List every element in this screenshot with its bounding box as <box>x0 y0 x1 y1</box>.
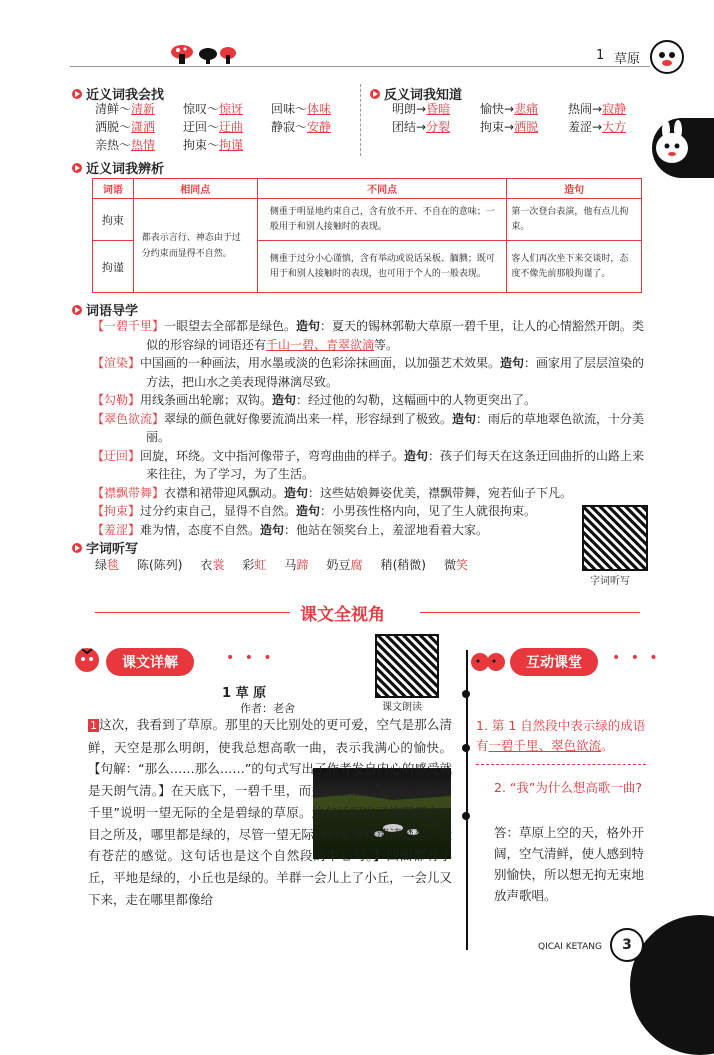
tomato-mascot-icon <box>72 644 102 674</box>
vocab-item <box>92 484 648 503</box>
play-bullet-icon <box>72 305 82 315</box>
vocab-example: ：他站在领奖台上，羞涩地看着大家。 <box>284 522 489 537</box>
synonym-pair <box>271 118 359 136</box>
synonym-pair <box>271 100 359 118</box>
vocab-definition: 用线条画出轮廓；双钩。 <box>140 393 273 407</box>
play-bullet-icon <box>72 89 82 99</box>
vocab-term: 【渲染】 <box>92 356 141 370</box>
dictation-item <box>200 558 224 572</box>
lesson-title: 草原 <box>614 52 641 67</box>
section-vocab-title: 词语导学 <box>72 300 138 319</box>
banner-title: 课文全视角 <box>300 605 385 625</box>
antonym-pair <box>480 100 568 118</box>
timeline-dot <box>462 812 470 820</box>
vocab-item <box>92 502 648 521</box>
vocab-term: 【翠色欲流】 <box>92 411 165 426</box>
tag-text-interactive: 互动课堂 <box>510 648 598 676</box>
synonym-word: 回味 <box>271 102 296 116</box>
dictation-char: 衣 <box>200 558 213 572</box>
antonyms-list <box>392 100 652 136</box>
dictation-item <box>444 558 468 572</box>
header-mushroom-icon <box>168 44 238 66</box>
question-1 <box>476 716 651 756</box>
vocab-example: ：经过他的勾勒，这幅画中的人物更突出了。 <box>296 393 537 407</box>
vocab-definition: 过分约束自己，显得不自然。 <box>140 504 297 518</box>
vocab-definition: 回旋，环绕。文中指河像带子，弯弯曲曲的样子。 <box>140 448 405 463</box>
dictation-blank: 裳 <box>212 558 225 572</box>
vocab-example-label: 造句 <box>272 393 297 407</box>
antonym-connector: → <box>592 102 603 116</box>
text-title: 1 草 原 <box>222 686 267 701</box>
synonym-word: 拘束 <box>183 138 208 152</box>
antonym-word: 羞涩 <box>568 120 593 134</box>
vocab-item <box>92 410 648 447</box>
dictation-blank: (稍微) <box>392 558 426 572</box>
synonym-connector: ～ <box>207 102 220 116</box>
antonym-word: 愉快 <box>480 102 505 116</box>
table-header: 相同点 <box>133 179 257 199</box>
vocab-item <box>92 391 648 410</box>
antonym-pair <box>392 118 480 136</box>
qr-label-dictation: 字词听写 <box>590 576 630 587</box>
play-bullet-icon <box>72 163 82 173</box>
question-1-answer: 一碧千里、翠色欲流 <box>488 738 602 753</box>
page-number-badge <box>610 928 644 962</box>
question-1-end: 。 <box>601 738 614 753</box>
vocab-term: 【羞涩】 <box>92 522 141 537</box>
vocab-example: ：雨后的草地翠色欲流，十分美丽。 <box>146 411 645 444</box>
antonym-word: 热闹 <box>568 102 593 116</box>
synonym-word: 迂回 <box>183 120 208 134</box>
side-tab-rabbit-icon <box>652 118 714 178</box>
page-number: 3 <box>622 937 632 953</box>
footer-brand: QICAI KETANG <box>538 942 602 952</box>
vocab-example-label: 造句 <box>260 522 285 537</box>
synonym-match: 热情 <box>131 138 156 152</box>
vocab-example: 等。 <box>374 337 399 352</box>
synonym-connector: ～ <box>119 120 132 134</box>
banner-left-rule <box>95 612 290 613</box>
synonym-connector: ～ <box>295 102 308 116</box>
synonym-row <box>95 100 365 118</box>
vocab-example-label: 造句 <box>296 504 321 518</box>
section-divider <box>360 84 361 156</box>
antonym-pair <box>568 118 656 136</box>
antonym-match: 大方 <box>602 120 627 134</box>
vocab-example-label: 造句 <box>284 485 309 500</box>
table-sentence: 客人们再次坐下来交谈时，态度不像先前那般拘谨了。 <box>507 241 642 293</box>
header-mascot-icon <box>650 40 684 74</box>
vocab-definition: 一眼望去全部都是绿色。 <box>164 319 297 333</box>
dots-decoration: • • • <box>612 650 661 666</box>
synonym-pair <box>95 118 183 136</box>
qr-label-reading: 课文朗读 <box>382 702 422 713</box>
antonym-row <box>392 100 652 118</box>
synonym-connector: ～ <box>119 102 132 116</box>
dictation-list <box>95 556 486 573</box>
tag-text-detail: 课文详解 <box>106 648 194 676</box>
synonym-row <box>95 136 365 154</box>
dictation-blank: 腐 <box>350 558 363 572</box>
table-header: 不同点 <box>257 179 506 199</box>
section-dictation-title: 字词听写 <box>72 538 138 557</box>
cherry-mascot-icon <box>470 644 506 674</box>
synonym-match: 惊讶 <box>219 102 244 116</box>
vocab-example-label: 造句 <box>296 319 321 333</box>
antonym-pair <box>480 118 568 136</box>
antonym-match: 洒脱 <box>514 120 539 134</box>
dictation-char: 微 <box>443 558 456 572</box>
synonym-pair <box>95 136 183 154</box>
dictation-item <box>327 558 363 572</box>
antonym-row <box>392 118 652 136</box>
qr-code-dictation[interactable] <box>582 505 648 571</box>
corner-decoration <box>630 915 714 1055</box>
table-word: 拘谨 <box>93 241 134 293</box>
question-divider <box>476 764 646 765</box>
vocab-term: 【一碧千里】 <box>92 319 165 333</box>
synonym-connector: ～ <box>207 120 220 134</box>
dictation-item <box>381 558 426 572</box>
vocab-example: ：画家用了层层渲染的方法，把山水之美表现得淋漓尽致。 <box>146 356 645 389</box>
dictation-char: 稍 <box>380 558 393 572</box>
text-author: 作者：老舍 <box>240 702 295 715</box>
antonym-connector: → <box>504 120 515 134</box>
vocab-example: ：小男孩性格内向，见了生人就很拘束。 <box>320 504 537 518</box>
question-1-text: 1. 第 1 自然段中表示绿的成语有 <box>476 718 646 753</box>
synonym-word: 洒脱 <box>95 120 120 134</box>
dictation-char: 奶豆 <box>326 558 351 572</box>
antonym-pair <box>568 100 656 118</box>
antonym-match: 寂静 <box>602 102 627 116</box>
play-bullet-icon <box>72 543 82 553</box>
play-bullet-icon <box>370 89 380 99</box>
table-header: 造句 <box>507 179 642 199</box>
dictation-item <box>242 558 266 572</box>
antonym-word: 团结 <box>392 120 417 134</box>
vocab-item <box>92 354 648 391</box>
dictation-blank: 蹄 <box>296 558 309 572</box>
dictation-item <box>137 558 182 572</box>
synonym-match: 拘谨 <box>219 138 244 152</box>
synonym-match: 潇洒 <box>131 120 156 134</box>
antonym-connector: → <box>504 102 515 116</box>
table-word: 拘束 <box>93 199 134 241</box>
dictation-blank: (陈列) <box>149 558 183 572</box>
vocab-term: 【勾勒】 <box>92 393 141 407</box>
table-diff: 侧重于过分小心谨慎，含有举动或说话呆板、腼腆；既可用于和别人接触时的表现，也可用于个人的一般表现。 <box>257 241 506 293</box>
answer-2: 答：草原上空的天，格外开阔，空气清鲜，使人感到特别愉快，所以想无拘无束地放声歌唱。 <box>494 825 645 903</box>
synonym-match: 迂曲 <box>219 120 244 134</box>
synonym-match: 安静 <box>307 120 332 134</box>
synonym-word: 惊叹 <box>183 102 208 116</box>
vocab-example: ：夏天的锡林郭勒大草原一碧千里，让人的心情豁然开朗。类似的形容绿的词语还有 <box>146 319 645 352</box>
antonym-pair <box>392 100 480 118</box>
antonym-connector: → <box>592 120 603 134</box>
vocab-term: 【迂回】 <box>92 448 141 463</box>
dots-decoration: • • • <box>226 650 275 666</box>
vocab-item <box>92 447 648 484</box>
vocab-example: ：这些姑娘舞姿优美，襟飘带舞，宛若仙子下凡。 <box>308 485 573 500</box>
dictation-item <box>95 558 119 572</box>
synonym-word: 清鲜 <box>95 102 120 116</box>
banner-right-rule <box>420 612 640 613</box>
dictation-char: 彩 <box>242 558 255 572</box>
vocab-example-label: 造句 <box>404 448 429 463</box>
vocab-definition: 翠绿的颜色就好像要流淌出来一样，形容绿到了极致。 <box>164 411 453 426</box>
vocab-example: ：孩子们每天在这条迂回曲折的山路上来来往往，为了学习，为了生活。 <box>146 448 645 481</box>
qr-code-reading[interactable] <box>375 634 439 698</box>
dictation-char: 陈 <box>137 558 150 572</box>
vocab-list <box>92 317 648 539</box>
vocab-definition: 中国画的一种画法，用水墨或淡的色彩涂抹画面，以加强艺术效果。 <box>140 356 501 370</box>
vocab-term: 【拘束】 <box>92 504 141 518</box>
dictation-char: 马 <box>284 558 297 572</box>
table-diff: 侧重于明显地约束自己，含有放不开、不自在的意味；一般用于和别人接触时的表现。 <box>257 199 506 241</box>
synonym-connector: ～ <box>207 138 220 152</box>
table-header: 词语 <box>93 179 134 199</box>
synonym-pair <box>95 100 183 118</box>
question-2: 2. “我”为什么想高歌一曲? <box>494 780 642 795</box>
dictation-blank: 虹 <box>254 558 267 572</box>
vocab-example-label: 造句 <box>452 411 477 426</box>
header-rule <box>70 66 650 67</box>
synonym-match: 体味 <box>307 102 332 116</box>
synonym-word: 亲热 <box>95 138 120 152</box>
timeline-dot <box>462 690 470 698</box>
antonym-word: 拘束 <box>480 120 505 134</box>
lesson-number: 1 <box>596 48 605 63</box>
body-text: 这次，我看到了草原。那里的天比别处的更可爱，空气是那么清鲜，天空是那么明朗，使我总想高歌一曲，表示我满心的愉快。【句解：“那么……那么……”的句式写出了作者发自内心的感受就是天朗气清。】在天底下，一碧千里，而并不茫茫。【句解：“一碧千里”说明一望无际的全是碧绿的草原。这句话写出了放眼望去，目之所及，哪里都是绿的，尽管一望无际但仍是那样清清楚楚，没有苍茫的感觉。这句话也是这个自然段的中心句。】四面都有小丘，平地是绿的，小丘也是绿的。羊群一会儿上了小丘，一会儿又下来，走在哪里都像给 <box>88 717 452 907</box>
vocab-item <box>92 317 648 354</box>
vocab-example-label: 造句 <box>500 356 525 370</box>
synonym-pair <box>183 100 271 118</box>
vocab-term: 【襟飘带舞】 <box>92 485 165 500</box>
synonyms-list <box>95 100 365 154</box>
vocab-definition: 衣襟和裙带迎风飘动。 <box>164 485 285 500</box>
dictation-item <box>284 558 308 572</box>
dictation-blank: 笑 <box>455 558 468 572</box>
timeline-dot <box>462 744 470 752</box>
vocab-highlight: 千山一碧、青翠欲滴 <box>266 337 375 352</box>
antonym-match: 昏暗 <box>426 102 451 116</box>
antonym-connector: → <box>416 102 427 116</box>
section-synonyms-title: 近义词我会找 <box>72 84 164 103</box>
synonym-match: 清新 <box>131 102 156 116</box>
analysis-table <box>92 178 642 293</box>
synonym-pair <box>183 118 271 136</box>
table-sentence: 第一次登台表演，他有点儿拘束。 <box>507 199 642 241</box>
synonym-word: 静寂 <box>271 120 296 134</box>
section-analysis-title: 近义词我辨析 <box>72 158 164 177</box>
synonym-row <box>95 118 365 136</box>
antonym-connector: → <box>416 120 427 134</box>
antonym-match: 悲痛 <box>514 102 539 116</box>
dictation-char: 绿 <box>95 558 108 572</box>
synonym-connector: ～ <box>119 138 132 152</box>
antonym-match: 分裂 <box>426 120 451 134</box>
text-body <box>88 714 452 910</box>
synonym-pair <box>183 136 271 154</box>
synonym-connector: ～ <box>295 120 308 134</box>
antonym-word: 明朗 <box>392 102 417 116</box>
vocab-item <box>92 521 648 540</box>
section-antonyms-title: 反义词我知道 <box>370 84 462 103</box>
dictation-blank: 毯 <box>107 558 120 572</box>
table-same: 都表示言行、神态由于过分约束而显得不自然。 <box>133 199 257 293</box>
paragraph-number: 1 <box>90 719 97 732</box>
vocab-definition: 难为情，态度不自然。 <box>140 522 261 537</box>
